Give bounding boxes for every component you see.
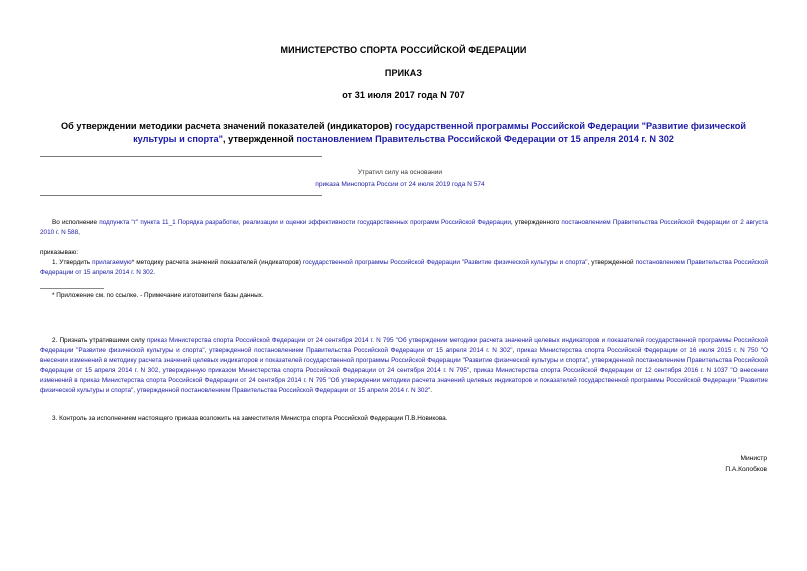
item2-order-1037-link[interactable]: приказ Министерства спорта Российской Федерации от 12 сентября 2016 г. N 1037 "О внесении изменений в приказ Министерства спорта Российской Федерации от 24 сентября 2014 г. N 795 "Об утверждении методики расчета значений целевых индикаторов и показателей государственной программы Российской Федерации "Развитие физической культуры и спорта", утвержденной постановлением Правительства Российской Федерации от 15 апреля 2014 г. N 302" <box>40 367 768 394</box>
order-type-heading: ПРИКАЗ <box>384 68 423 78</box>
title-program-link[interactable]: государственной программы Российской Федерации "Развитие физической культуры и спорта" <box>133 121 746 144</box>
document-title <box>40 120 767 146</box>
footnote: * Приложение см. по ссылке. - Примечание изготовителя базы данных. <box>52 292 264 299</box>
item1-program-link[interactable]: государственной программы Российской Федерации "Развитие физической культуры и спорта" <box>302 259 588 266</box>
intro-resolution-link[interactable]: постановлением Правительства Российской Федерации от 2 августа 2010 г. N 588 <box>40 219 768 236</box>
order-word: приказываю: <box>40 249 78 256</box>
title-resolution-link[interactable]: постановлением Правительства Российской Федерации от 15 апреля 2014 г. N 302 <box>296 134 674 144</box>
item1-text-3: , утвержденной <box>587 259 636 266</box>
ministry-heading: МИНИСТЕРСТВО СПОРТА РОССИЙСКОЙ ФЕДЕРАЦИИ <box>280 45 527 55</box>
item2-order-750-link[interactable]: приказ Министерства спорта Российской Федерации от 16 июля 2015 г. N 750 "О внесении изменений в методику расчета значений целевых индикаторов и показателей государственной программы Российской Федерации "Развитие физической культуры и спорта", утвержденной постановлением Правительства Российской Федерации от 15 апреля 2014 г. N 302, утвержденную приказом Министерства спорта Российской Федерации от 24 сентября 2014 г. N 795" <box>40 347 768 374</box>
divider-bottom <box>40 195 322 196</box>
item2-text-4: . <box>430 387 433 394</box>
title-prefix: Об утверждении методики расчета значений показателей (индикаторов) <box>61 121 396 131</box>
item-2-paragraph <box>40 336 768 396</box>
item1-text-2: * методику расчета значений показателей (индикаторов) <box>131 259 303 266</box>
footnote-divider <box>40 288 104 289</box>
item1-text-1: 1. Утвердить <box>52 259 93 266</box>
intro-paragraph <box>40 218 768 238</box>
repeal-text: Утратил силу на основании <box>357 169 443 176</box>
divider-top <box>40 156 322 157</box>
repeal-notice <box>300 167 500 191</box>
signature-position: Министр <box>740 455 767 462</box>
item2-text-3: , <box>469 367 474 374</box>
item1-attached-link[interactable]: прилагаемую <box>92 259 132 266</box>
item-3-paragraph: 3. Контроль за исполнением настоящего приказа возложить на заместителя Министра спорта Российской Федерации П.В.Новикова. <box>52 415 448 422</box>
signature-name: П.А.Колобков <box>725 466 767 473</box>
order-date-heading: от 31 июля 2017 года N 707 <box>342 90 465 100</box>
title-middle: , утвержденной <box>223 134 297 144</box>
intro-text-1: Во исполнение <box>52 219 100 226</box>
intro-text-3: , <box>78 229 80 236</box>
intro-text-2: , утвержденного <box>510 219 562 226</box>
item2-text-2: , <box>512 347 517 354</box>
item2-order-795-link[interactable]: приказ Министерства спорта Российской Федерации от 24 сентября 2014 г. N 795 "Об утверждении методики расчета значений целевых индикаторов и показателей государственной программы Российской Федерации "Развитие физической культуры и спорта", утвержденной постановлением Правительства Российской Федерации от 15 апреля 2014 г. N 302" <box>40 337 768 354</box>
intro-subparagraph-link[interactable]: подпункта "г" пункта 11_1 Порядка разработки, реализации и оценки эффективности государственных программ Российской Федерации <box>99 219 511 226</box>
item1-text-4: . <box>153 269 156 276</box>
repeal-order-link[interactable]: приказа Минспорта России от 24 июля 2019 года N 574 <box>315 181 485 188</box>
item1-resolution-link[interactable]: постановлением Правительства Российской Федерации от 15 апреля 2014 г. N 302 <box>40 259 768 276</box>
item2-text-1: 2. Признать утратившими силу <box>52 337 147 344</box>
item-1-paragraph <box>40 258 768 278</box>
